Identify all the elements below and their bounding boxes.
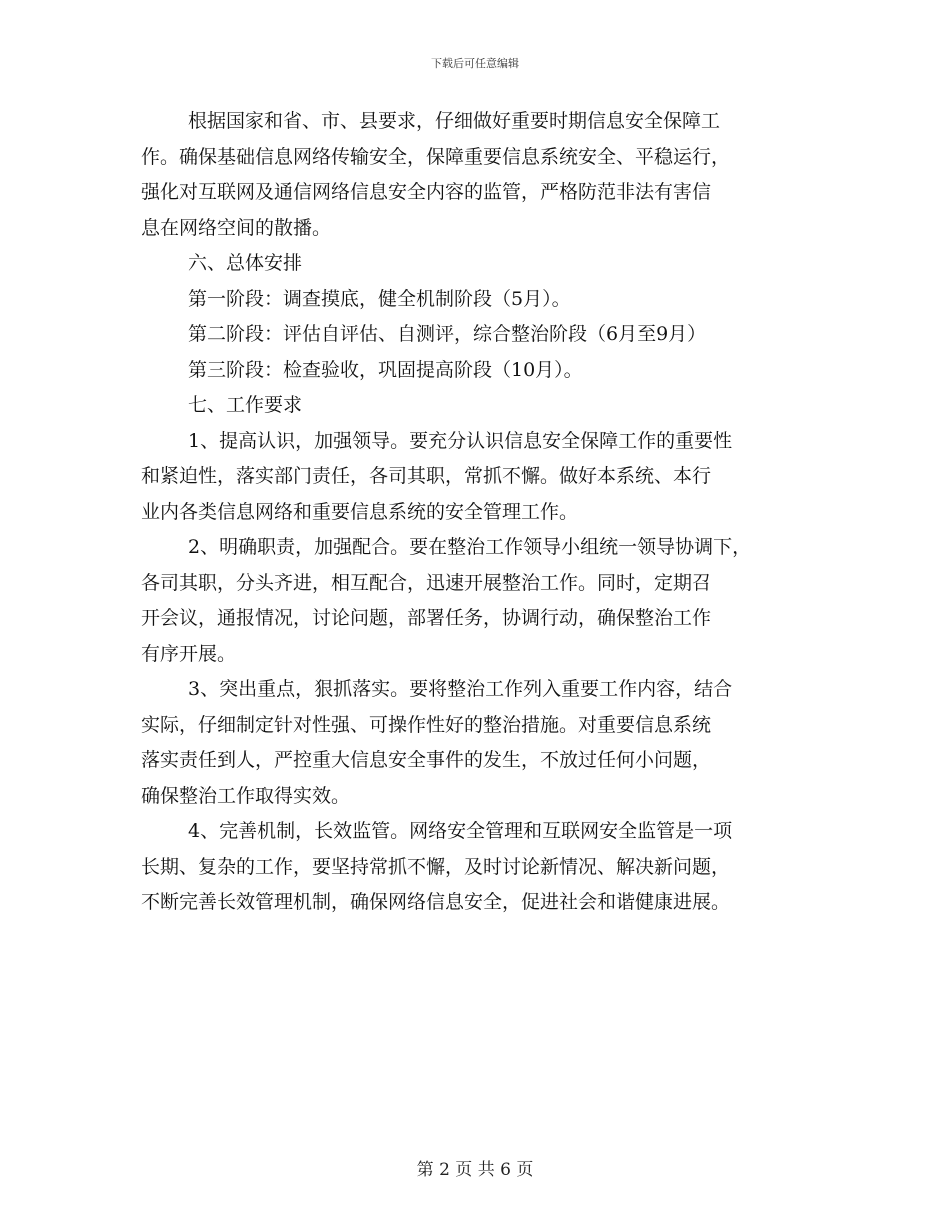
- text-line: 根据国家和省、市、县要求，仔细做好重要时期信息安全保障工: [188, 110, 721, 132]
- text-line: 第一阶段：调查摸底，健全机制阶段（5月）。: [188, 287, 571, 310]
- text-line: 4、完善机制，长效监管。网络安全管理和互联网安全监管是一项: [188, 820, 733, 842]
- text-line: 作。确保基础信息网络传输安全，保障重要信息系统安全、平稳运行，: [141, 145, 731, 168]
- text-line: 落实责任到人，严控重大信息安全事件的发生，不放过任何小问题，: [141, 749, 712, 771]
- text-line: 3、突出重点，狠抓落实。要将整治工作列入重要工作内容，结合: [188, 678, 733, 700]
- text-line: 确保整治工作取得实效。: [141, 784, 351, 807]
- text-line: 第三阶段：检查验收，巩固提高阶段（10月）。: [188, 358, 583, 381]
- text-line: 开会议，通报情况，讨论问题，部署任务，协调行动，确保整治工作: [141, 607, 712, 629]
- text-line: 实际，仔细制定针对性强、可操作性好的整治措施。对重要信息系统: [141, 713, 712, 736]
- text-line: 1、提高认识，加强领导。要充分认识信息安全保障工作的重要性: [188, 429, 733, 452]
- text-line: 六、总体安排: [188, 252, 303, 274]
- text-line: 和紧迫性，落实部门责任，各司其职，常抓不懈。做好本系统、本行: [141, 465, 712, 487]
- text-line: 2、明确职责，加强配合。要在整治工作领导小组统一领导协调下，: [188, 536, 752, 558]
- page-number: 第 2 页 共 6 页: [416, 1160, 534, 1180]
- text-line: 业内各类信息网络和重要信息系统的安全管理工作。: [141, 500, 579, 523]
- text-line: 七、工作要求: [188, 394, 303, 416]
- document-body: [141, 104, 821, 921]
- text-line: 有序开展。: [141, 642, 237, 665]
- text-line: 第二阶段：评估自评估、自测评，综合整治阶段（6月至9月）: [188, 323, 707, 345]
- text-line: 息在网络空间的散播。: [141, 216, 332, 239]
- page-header: 下载后可任意编辑: [431, 57, 519, 70]
- text-line: 不断完善长效管理机制，确保网络信息安全，促进社会和谐健康进展。: [141, 891, 731, 913]
- text-line: 长期、复杂的工作，要坚持常抓不懈，及时讨论新情况、解决新问题，: [141, 855, 731, 878]
- text-line: 各司其职，分头齐进，相互配合，迅速开展整治工作。同时，定期召: [141, 571, 712, 594]
- text-line: 强化对互联网及通信网络信息安全内容的监管，严格防范非法有害信: [141, 181, 712, 203]
